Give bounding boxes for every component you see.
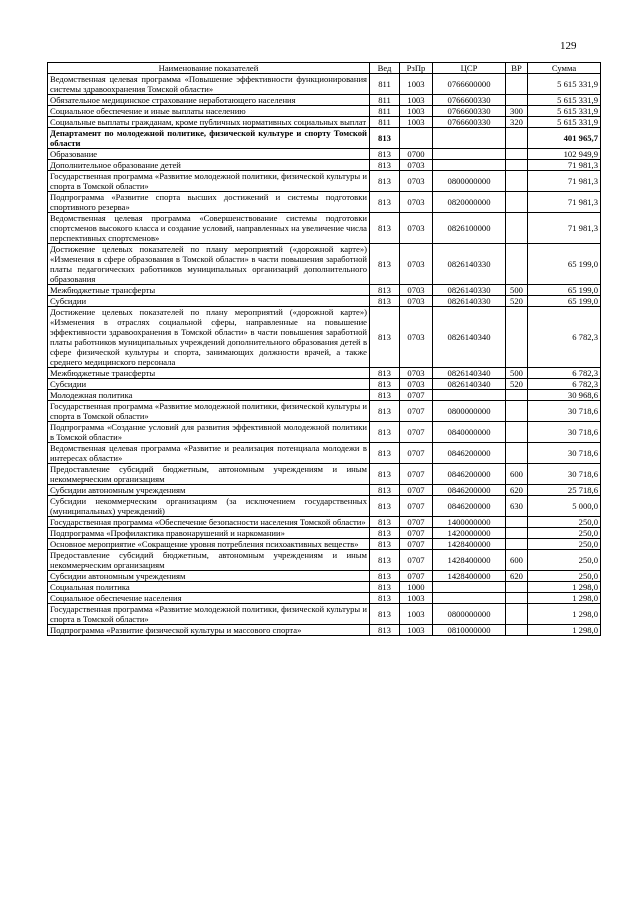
table-row: [48, 528, 601, 539]
table-row: [48, 517, 601, 528]
row-csr-cell: 0846200000: [433, 496, 506, 517]
row-vr-cell: 320: [506, 117, 528, 128]
row-vr-cell: [506, 128, 528, 149]
row-name-cell: Молодежная политика: [48, 390, 370, 401]
row-ved-cell: 813: [370, 307, 400, 368]
row-ved-cell: 813: [370, 213, 400, 244]
row-vr-cell: [506, 582, 528, 593]
row-ved-cell: 811: [370, 74, 400, 95]
row-vr-cell: 620: [506, 571, 528, 582]
row-sum-cell: 71 981,3: [528, 160, 601, 171]
row-rzpr-cell: 0700: [400, 149, 433, 160]
row-rzpr-cell: 0707: [400, 539, 433, 550]
row-vr-cell: [506, 171, 528, 192]
row-ved-cell: 813: [370, 160, 400, 171]
row-rzpr-cell: 1003: [400, 117, 433, 128]
table-row: [48, 422, 601, 443]
row-csr-cell: 0766600330: [433, 95, 506, 106]
row-name-cell: Субсидии: [48, 379, 370, 390]
row-csr-cell: 1420000000: [433, 528, 506, 539]
row-vr-cell: [506, 307, 528, 368]
table-row: [48, 95, 601, 106]
table-body: [48, 74, 601, 636]
table-row: [48, 149, 601, 160]
row-rzpr-cell: 0703: [400, 171, 433, 192]
row-csr-cell: [433, 128, 506, 149]
row-csr-cell: 1428400000: [433, 550, 506, 571]
header-name: Наименование показателей: [48, 63, 370, 74]
row-sum-cell: 250,0: [528, 571, 601, 582]
table-row: [48, 571, 601, 582]
row-vr-cell: [506, 593, 528, 604]
table-row: [48, 582, 601, 593]
row-ved-cell: 813: [370, 539, 400, 550]
row-vr-cell: [506, 443, 528, 464]
row-ved-cell: 811: [370, 95, 400, 106]
row-csr-cell: 0826140330: [433, 296, 506, 307]
table-row: [48, 296, 601, 307]
row-csr-cell: 0800000000: [433, 171, 506, 192]
row-vr-cell: 500: [506, 285, 528, 296]
row-rzpr-cell: 0707: [400, 401, 433, 422]
row-sum-cell: 6 782,3: [528, 307, 601, 368]
table-row: [48, 244, 601, 285]
row-name-cell: Межбюджетные трансферты: [48, 285, 370, 296]
row-sum-cell: 6 782,3: [528, 379, 601, 390]
table-row: [48, 550, 601, 571]
row-csr-cell: 0826140340: [433, 379, 506, 390]
table-row: [48, 106, 601, 117]
row-name-cell: Подпрограмма «Профилактика правонарушений и наркомании»: [48, 528, 370, 539]
row-name-cell: Обязательное медицинское страхование неработающего населения: [48, 95, 370, 106]
row-rzpr-cell: 0707: [400, 422, 433, 443]
row-name-cell: Предоставление субсидий бюджетным, автономным учреждениям и иным некоммерческим организациям: [48, 550, 370, 571]
row-vr-cell: [506, 244, 528, 285]
row-sum-cell: 1 298,0: [528, 582, 601, 593]
table-row: [48, 604, 601, 625]
row-csr-cell: 0846200000: [433, 464, 506, 485]
row-csr-cell: 1428400000: [433, 571, 506, 582]
row-name-cell: Межбюджетные трансферты: [48, 368, 370, 379]
row-name-cell: Государственная программа «Развитие молодежной политики, физической культуры и спорта в Томской области»: [48, 171, 370, 192]
row-ved-cell: 813: [370, 128, 400, 149]
row-rzpr-cell: 0707: [400, 550, 433, 571]
row-ved-cell: 813: [370, 390, 400, 401]
row-ved-cell: 813: [370, 296, 400, 307]
row-rzpr-cell: 0707: [400, 485, 433, 496]
row-csr-cell: [433, 390, 506, 401]
row-vr-cell: 600: [506, 464, 528, 485]
row-csr-cell: [433, 582, 506, 593]
row-name-cell: Государственная программа «Развитие молодежной политики, физической культуры и спорта в Томской области»: [48, 401, 370, 422]
row-ved-cell: 813: [370, 401, 400, 422]
table-row: [48, 117, 601, 128]
row-rzpr-cell: 0703: [400, 307, 433, 368]
row-ved-cell: 813: [370, 593, 400, 604]
table-row: [48, 307, 601, 368]
row-rzpr-cell: 1003: [400, 593, 433, 604]
budget-table: [47, 62, 601, 636]
table-row: [48, 539, 601, 550]
row-rzpr-cell: 0707: [400, 571, 433, 582]
row-sum-cell: 30 718,6: [528, 464, 601, 485]
row-rzpr-cell: 0703: [400, 285, 433, 296]
row-vr-cell: 300: [506, 106, 528, 117]
row-ved-cell: 813: [370, 422, 400, 443]
row-csr-cell: 1400000000: [433, 517, 506, 528]
header-vr: ВР: [506, 63, 528, 74]
row-rzpr-cell: 0703: [400, 296, 433, 307]
row-ved-cell: 813: [370, 368, 400, 379]
row-rzpr-cell: 0703: [400, 368, 433, 379]
row-rzpr-cell: 1003: [400, 106, 433, 117]
table-row: [48, 485, 601, 496]
row-name-cell: Подпрограмма «Развитие физической культуры и массового спорта»: [48, 625, 370, 636]
row-sum-cell: 5 615 331,9: [528, 95, 601, 106]
row-vr-cell: [506, 95, 528, 106]
row-rzpr-cell: 0707: [400, 528, 433, 539]
table-row: [48, 74, 601, 95]
row-name-cell: Социальная политика: [48, 582, 370, 593]
row-rzpr-cell: 0703: [400, 192, 433, 213]
row-ved-cell: 813: [370, 443, 400, 464]
row-sum-cell: 250,0: [528, 550, 601, 571]
row-rzpr-cell: 1003: [400, 74, 433, 95]
row-ved-cell: 813: [370, 149, 400, 160]
table-row: [48, 285, 601, 296]
row-rzpr-cell: 0703: [400, 379, 433, 390]
table-row: [48, 368, 601, 379]
row-name-cell: Подпрограмма «Создание условий для развития эффективной молодежной политики в Томской области»: [48, 422, 370, 443]
row-sum-cell: 30 718,6: [528, 443, 601, 464]
row-ved-cell: 813: [370, 244, 400, 285]
row-sum-cell: 71 981,3: [528, 192, 601, 213]
row-vr-cell: [506, 422, 528, 443]
row-sum-cell: 250,0: [528, 517, 601, 528]
row-ved-cell: 813: [370, 528, 400, 539]
row-sum-cell: 1 298,0: [528, 593, 601, 604]
row-name-cell: Государственная программа «Обеспечение безопасности населения Томской области»: [48, 517, 370, 528]
row-name-cell: Департамент по молодежной политике, физической культуре и спорту Томской области: [48, 128, 370, 149]
row-csr-cell: 0800000000: [433, 604, 506, 625]
row-name-cell: Ведомственная целевая программа «Повышение эффективности функционирования системы здравоохранения Томской области»: [48, 74, 370, 95]
row-rzpr-cell: 0703: [400, 213, 433, 244]
row-vr-cell: 520: [506, 379, 528, 390]
row-name-cell: Государственная программа «Развитие молодежной политики, физической культуры и спорта в Томской области»: [48, 604, 370, 625]
row-sum-cell: 250,0: [528, 528, 601, 539]
row-sum-cell: 71 981,3: [528, 171, 601, 192]
header-csr: ЦСР: [433, 63, 506, 74]
row-rzpr-cell: 0707: [400, 517, 433, 528]
table-header-row: [48, 63, 601, 74]
row-ved-cell: 813: [370, 496, 400, 517]
row-name-cell: Основное мероприятие «Сокращение уровня потребления психоактивных веществ»: [48, 539, 370, 550]
row-sum-cell: 1 298,0: [528, 625, 601, 636]
row-name-cell: Образование: [48, 149, 370, 160]
row-ved-cell: 813: [370, 192, 400, 213]
row-sum-cell: 30 718,6: [528, 401, 601, 422]
row-name-cell: Субсидии: [48, 296, 370, 307]
row-name-cell: Ведомственная целевая программа «Совершенствование системы подготовки спортсменов высокого класса и создание условий, направленных на увеличение числа перспективных спортсменов»: [48, 213, 370, 244]
row-rzpr-cell: 0707: [400, 496, 433, 517]
row-vr-cell: [506, 539, 528, 550]
row-ved-cell: 813: [370, 517, 400, 528]
row-sum-cell: 5 000,0: [528, 496, 601, 517]
row-csr-cell: 0766600330: [433, 106, 506, 117]
row-vr-cell: [506, 528, 528, 539]
row-sum-cell: 5 615 331,9: [528, 106, 601, 117]
row-sum-cell: 30 968,6: [528, 390, 601, 401]
table-row: [48, 401, 601, 422]
row-sum-cell: 65 199,0: [528, 285, 601, 296]
row-vr-cell: [506, 74, 528, 95]
row-rzpr-cell: [400, 128, 433, 149]
row-sum-cell: 102 949,9: [528, 149, 601, 160]
row-ved-cell: 811: [370, 117, 400, 128]
row-sum-cell: 65 199,0: [528, 244, 601, 285]
table-row: [48, 625, 601, 636]
row-name-cell: Социальное обеспечение населения: [48, 593, 370, 604]
row-vr-cell: [506, 160, 528, 171]
row-csr-cell: 0826140330: [433, 285, 506, 296]
row-ved-cell: 813: [370, 550, 400, 571]
row-csr-cell: 0840000000: [433, 422, 506, 443]
table-row: [48, 128, 601, 149]
table-row: [48, 593, 601, 604]
row-vr-cell: [506, 401, 528, 422]
row-sum-cell: 1 298,0: [528, 604, 601, 625]
header-rzpr: РзПр: [400, 63, 433, 74]
row-name-cell: Достижение целевых показателей по плану мероприятий («дорожной карте») «Изменения в отраслях социальной сферы, направленные на повышение эффективности здравоохранения в Томской области» в части повышения заработной платы работников муниципальных учреждений дополнительного образования детей в сфере физической культуры и спорта, занимающих должности врачей, а также среднего медицинского персонала: [48, 307, 370, 368]
row-ved-cell: 811: [370, 106, 400, 117]
row-vr-cell: [506, 149, 528, 160]
row-sum-cell: 25 718,6: [528, 485, 601, 496]
row-vr-cell: 600: [506, 550, 528, 571]
row-ved-cell: 813: [370, 379, 400, 390]
table-row: [48, 192, 601, 213]
row-vr-cell: 630: [506, 496, 528, 517]
row-vr-cell: 500: [506, 368, 528, 379]
row-ved-cell: 813: [370, 285, 400, 296]
row-ved-cell: 813: [370, 571, 400, 582]
row-csr-cell: 0846200000: [433, 443, 506, 464]
table-row: [48, 443, 601, 464]
header-sum: Сумма: [528, 63, 601, 74]
row-ved-cell: 813: [370, 171, 400, 192]
row-sum-cell: 250,0: [528, 539, 601, 550]
table-row: [48, 213, 601, 244]
row-vr-cell: [506, 192, 528, 213]
row-csr-cell: 1428400000: [433, 539, 506, 550]
row-vr-cell: [506, 604, 528, 625]
table-row: [48, 496, 601, 517]
row-name-cell: Субсидии автономным учреждениям: [48, 485, 370, 496]
table-row: [48, 464, 601, 485]
row-vr-cell: 620: [506, 485, 528, 496]
row-sum-cell: 65 199,0: [528, 296, 601, 307]
row-rzpr-cell: 0703: [400, 244, 433, 285]
row-csr-cell: 0810000000: [433, 625, 506, 636]
row-csr-cell: [433, 593, 506, 604]
row-sum-cell: 6 782,3: [528, 368, 601, 379]
row-csr-cell: 0766600330: [433, 117, 506, 128]
row-rzpr-cell: 1003: [400, 625, 433, 636]
row-vr-cell: [506, 625, 528, 636]
row-csr-cell: [433, 149, 506, 160]
row-csr-cell: 0826100000: [433, 213, 506, 244]
row-name-cell: Дополнительное образование детей: [48, 160, 370, 171]
row-vr-cell: 520: [506, 296, 528, 307]
row-csr-cell: 0846200000: [433, 485, 506, 496]
row-rzpr-cell: 1003: [400, 604, 433, 625]
table-row: [48, 390, 601, 401]
row-vr-cell: [506, 213, 528, 244]
row-name-cell: Достижение целевых показателей по плану мероприятий («дорожной карте») «Изменения в сфере образования в Томской области» в части повышения заработной платы педагогических работников муниципальных организаций дополнительного образования: [48, 244, 370, 285]
row-name-cell: Субсидии некоммерческим организациям (за исключением государственных (муниципальных) учреждений): [48, 496, 370, 517]
header-ved: Вед: [370, 63, 400, 74]
row-rzpr-cell: 1003: [400, 95, 433, 106]
row-csr-cell: 0820000000: [433, 192, 506, 213]
row-sum-cell: 30 718,6: [528, 422, 601, 443]
row-rzpr-cell: 0707: [400, 443, 433, 464]
row-vr-cell: [506, 517, 528, 528]
row-vr-cell: [506, 390, 528, 401]
row-name-cell: Подпрограмма «Развитие спорта высших достижений и системы подготовки спортивного резерва»: [48, 192, 370, 213]
row-csr-cell: 0826140340: [433, 368, 506, 379]
row-csr-cell: 0826140330: [433, 244, 506, 285]
row-ved-cell: 813: [370, 625, 400, 636]
row-name-cell: Социальные выплаты гражданам, кроме публичных нормативных социальных выплат: [48, 117, 370, 128]
row-ved-cell: 813: [370, 464, 400, 485]
row-name-cell: Предоставление субсидий бюджетным, автономным учреждениям и иным некоммерческим организациям: [48, 464, 370, 485]
row-csr-cell: 0800000000: [433, 401, 506, 422]
row-sum-cell: 401 965,7: [528, 128, 601, 149]
row-name-cell: Социальное обеспечение и иные выплаты населению: [48, 106, 370, 117]
row-ved-cell: 813: [370, 582, 400, 593]
row-name-cell: Субсидии автономным учреждениям: [48, 571, 370, 582]
row-sum-cell: 71 981,3: [528, 213, 601, 244]
table-row: [48, 171, 601, 192]
row-rzpr-cell: 0707: [400, 390, 433, 401]
row-ved-cell: 813: [370, 604, 400, 625]
table-row: [48, 160, 601, 171]
row-rzpr-cell: 0703: [400, 160, 433, 171]
row-csr-cell: 0766600000: [433, 74, 506, 95]
row-ved-cell: 813: [370, 485, 400, 496]
row-csr-cell: [433, 160, 506, 171]
row-sum-cell: 5 615 331,9: [528, 117, 601, 128]
row-rzpr-cell: 0707: [400, 464, 433, 485]
row-rzpr-cell: 1000: [400, 582, 433, 593]
row-csr-cell: 0826140340: [433, 307, 506, 368]
row-name-cell: Ведомственная целевая программа «Развитие и реализация потенциала молодежи в интересах области»: [48, 443, 370, 464]
table-row: [48, 379, 601, 390]
row-sum-cell: 5 615 331,9: [528, 74, 601, 95]
page-number: 129: [560, 40, 577, 52]
